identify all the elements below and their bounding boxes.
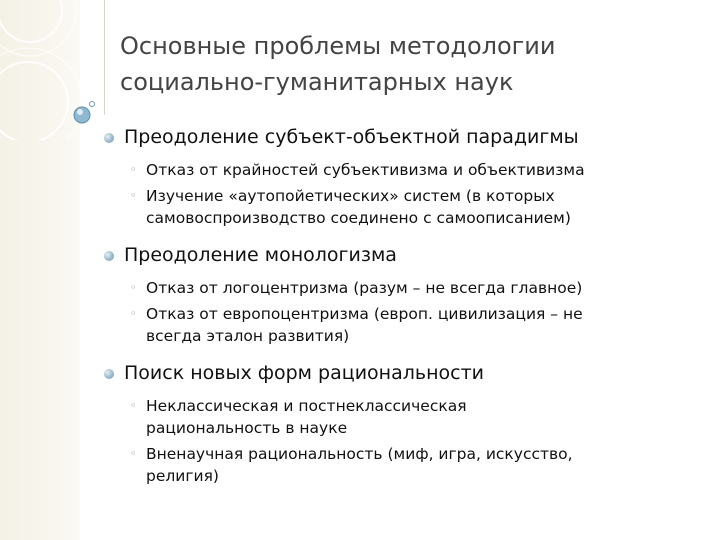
ring-bullet-icon: ◦	[130, 189, 137, 202]
sphere-bullet-icon	[104, 369, 114, 379]
sub-list	[104, 159, 704, 229]
section-heading	[104, 243, 704, 267]
list-item-text: самовоспроизводство соединено с самоописанием)	[146, 209, 571, 227]
ring-bullet-icon: ◦	[130, 399, 137, 412]
list-item	[104, 395, 704, 439]
list-item	[104, 185, 704, 229]
list-item	[104, 277, 704, 299]
list-item-text: Отказ от крайностей субъективизма и объективизма	[146, 161, 585, 179]
list-item	[104, 159, 704, 181]
ring-bullet-icon: ◦	[130, 307, 137, 320]
slide-title-line-1: Основные проблемы методологии	[120, 32, 556, 60]
concentric-circles-decoration	[0, 0, 130, 140]
slide-title-line-2: социально-гуманитарных наук	[120, 68, 514, 96]
list-item-text: религия)	[146, 467, 219, 485]
list-item-text: рациональность в науке	[146, 419, 348, 437]
section-heading	[104, 361, 704, 385]
sphere-bullet-icon	[104, 133, 114, 143]
ring-bullet-icon: ◦	[130, 447, 137, 460]
section-heading	[104, 125, 704, 149]
list-item-text: Изучение «аутопойетических» систем (в которых	[146, 187, 555, 205]
ring-bullet-icon: ◦	[130, 163, 137, 176]
section-heading-text: Преодоление монологизма	[124, 244, 397, 266]
list-item-text: Вненаучная рациональность (миф, игра, искусство,	[146, 445, 573, 463]
section-heading-text: Преодоление субъект-объектной парадигмы	[124, 126, 579, 148]
sphere-bullet-icon	[104, 251, 114, 261]
sub-list	[104, 395, 704, 487]
list-item-text: Отказ от европоцентризма (европ. цивилизация – не	[146, 305, 583, 323]
slide-content	[104, 125, 704, 501]
list-item	[104, 303, 704, 347]
slide-title	[120, 28, 690, 100]
section-heading-text: Поиск новых форм рациональности	[124, 362, 484, 384]
ring-bullet-icon: ◦	[130, 281, 137, 294]
list-item-text: всегда эталон развития)	[146, 327, 350, 345]
sub-list	[104, 277, 704, 347]
list-item	[104, 443, 704, 487]
list-item-text: Неклассическая и постнеклассическая	[146, 397, 467, 415]
list-item-text: Отказ от логоцентризма (разум – не всегда главное)	[146, 279, 583, 297]
